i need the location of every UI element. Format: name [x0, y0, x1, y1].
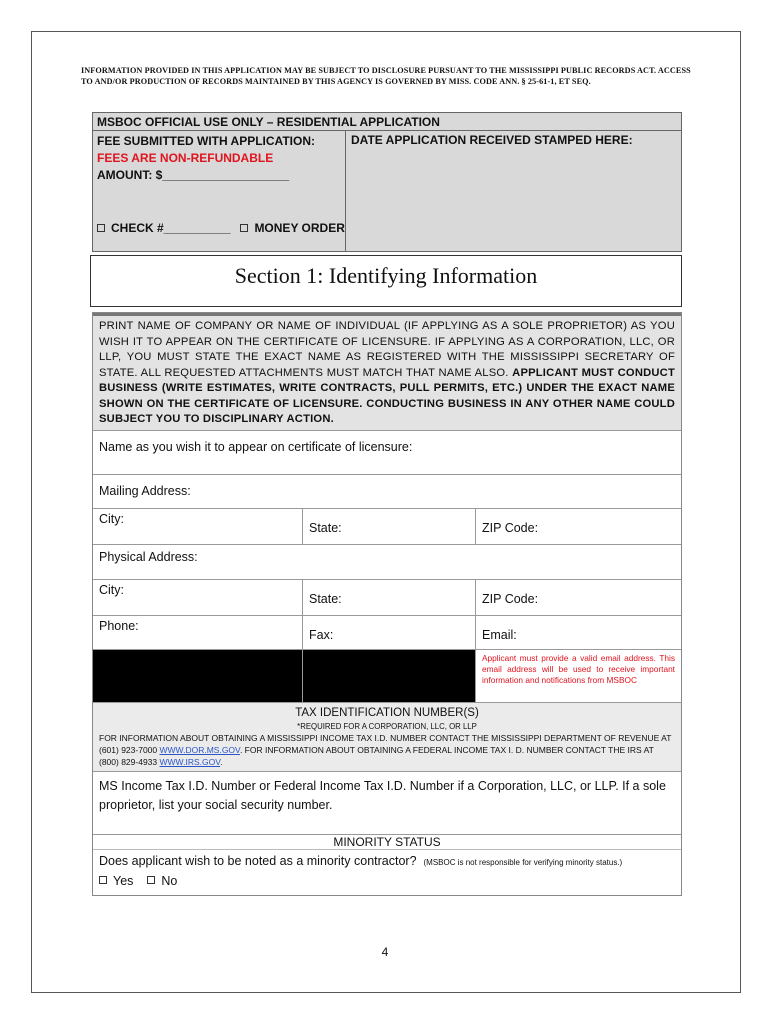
email-field[interactable]	[475, 616, 681, 649]
tax-info-end: .	[220, 756, 223, 767]
no-checkbox[interactable]	[147, 876, 155, 884]
phone-field[interactable]	[93, 616, 302, 649]
tax-id-label: MS Income Tax I.D. Number or Federal Income Tax I.D. Number if a Corporation, LLC, or LLP. If a sole proprietor, list your social security number.	[99, 778, 666, 812]
mailing-city-row	[93, 508, 681, 544]
zip-field[interactable]	[475, 509, 681, 544]
fax-label: Fax:	[309, 627, 334, 642]
date-stamp-label: DATE APPLICATION RECEIVED STAMPED HERE:	[351, 133, 633, 147]
tax-info-text: FOR INFORMATION ABOUT OBTAINING A MISSISSIPPI INCOME TAX I.D. NUMBER CONTACT THE MISSISSIPPI DEPARTMENT OF REVENUE AT (601) 923-7000	[99, 732, 672, 755]
official-use-header: MSBOC OFFICIAL USE ONLY – RESIDENTIAL APPLICATION	[93, 113, 681, 131]
check-label: CHECK #__________	[111, 221, 231, 235]
money-order-checkbox[interactable]	[240, 224, 248, 232]
zip-field[interactable]	[475, 580, 681, 615]
payment-method-row	[97, 220, 345, 237]
zip-label: ZIP Code:	[482, 591, 539, 606]
mailing-label: Mailing Address:	[99, 483, 191, 498]
tax-id-required: *REQUIRED FOR A CORPORATION, LLC, OR LLP	[297, 721, 477, 731]
fee-label: FEE SUBMITTED WITH APPLICATION:	[97, 134, 315, 148]
tax-id-field[interactable]	[93, 771, 681, 834]
minority-status-section	[93, 849, 681, 895]
instructions	[93, 313, 681, 430]
physical-row[interactable]	[93, 544, 681, 579]
fax-field[interactable]	[302, 616, 475, 649]
physical-label: Physical Address:	[99, 549, 198, 564]
page-number: 4	[381, 945, 389, 959]
state-field[interactable]	[302, 509, 475, 544]
city-label: City:	[99, 582, 124, 597]
irs-link[interactable]: WWW.IRS.GOV	[159, 756, 221, 767]
state-field[interactable]	[302, 580, 475, 615]
no-label: No	[161, 873, 178, 888]
tax-info-text: . FOR INFORMATION ABOUT OBTAINING A FEDERAL INCOME TAX I. D. NUMBER CONTACT THE IRS AT (800) 829-4933	[99, 744, 654, 767]
minority-status-title: MINORITY STATUS	[93, 834, 681, 849]
minority-note: (MSBOC is not responsible for verifying minority status.)	[423, 857, 623, 867]
section-title: Section 1: Identifying Information	[90, 255, 682, 307]
yes-label: Yes	[113, 873, 134, 888]
official-use-box	[92, 112, 682, 252]
city-field[interactable]	[93, 580, 302, 615]
phone-label: Phone:	[99, 618, 139, 633]
city-label: City:	[99, 511, 124, 526]
mailing-row[interactable]	[93, 474, 681, 508]
identifying-info-table	[92, 312, 682, 896]
physical-city-row	[93, 579, 681, 615]
zip-label: ZIP Code:	[482, 520, 539, 535]
disclosure-notice: INFORMATION PROVIDED IN THIS APPLICATION MAY BE SUBJECT TO DISCLOSURE PURSUANT TO THE MISSISSIPPI PUBLIC RECORDS ACT. ACCESS TO AND/OR PRODUCTION OF RECORDS MAINTAINED BY THIS AGENCY IS GOVERNED BY MISS. CODE ANN. § 25-61-1, ET SEQ.	[81, 66, 691, 86]
city-field[interactable]	[93, 509, 302, 544]
name-label: Name as you wish it to appear on certificate of licensure:	[99, 439, 413, 454]
contact-row	[93, 615, 681, 649]
amount-field[interactable]: AMOUNT: $___________________	[97, 168, 290, 182]
name-row[interactable]	[93, 430, 681, 474]
tax-id-instructions	[99, 732, 675, 768]
minority-question: Does applicant wish to be noted as a minority contractor?	[99, 853, 417, 868]
email-requirement-note: Applicant must provide a valid email address. This email address will be used to receive important information and notifications from MSBOC	[475, 650, 681, 702]
redacted-block	[302, 650, 475, 702]
check-checkbox[interactable]	[97, 224, 105, 232]
tax-id-title: TAX IDENTIFICATION NUMBER(S)	[295, 706, 479, 719]
state-label: State:	[309, 591, 342, 606]
instructions-bold: APPLICANT MUST CONDUCT BUSINESS (WRITE ESTIMATES, WRITE CONTRACTS, PULL PERMITS, ETC.) UNDER THE EXACT NAME SHOWN ON THE CERTIFICATE OF LICENSURE. CONDUCTING BUSINESS IN ANY OTHER NAME COULD SUBJECT YOU TO DISCIPLINARY ACTION.	[99, 366, 675, 425]
dor-link[interactable]: WWW.DOR.MS.GOV	[159, 744, 240, 755]
email-label: Email:	[482, 627, 517, 642]
state-label: State:	[309, 520, 342, 535]
tax-id-info	[93, 702, 681, 771]
yes-checkbox[interactable]	[99, 876, 107, 884]
fee-section	[93, 131, 346, 252]
instructions-text: PRINT NAME OF COMPANY OR NAME OF INDIVIDUAL (IF APPLYING AS A SOLE PROPRIETOR) AS YOU WISH IT TO APPEAR ON THE CERTIFICATE OF LICENSURE. IF APPLYING AS A CORPORATION, LLC, OR LLP, YOU MUST STATE THE EXACT NAME AS REGISTERED WITH THE MISSISSIPPI SECRETARY OF STATE. ALL REQUESTED ATTACHMENTS MUST MATCH THAT NAME ALSO.	[99, 320, 675, 379]
redacted-block	[93, 650, 302, 702]
non-refundable-notice: FEES ARE NON-REFUNDABLE	[97, 151, 274, 165]
redacted-row	[93, 649, 681, 702]
money-order-label: MONEY ORDER	[254, 221, 345, 235]
